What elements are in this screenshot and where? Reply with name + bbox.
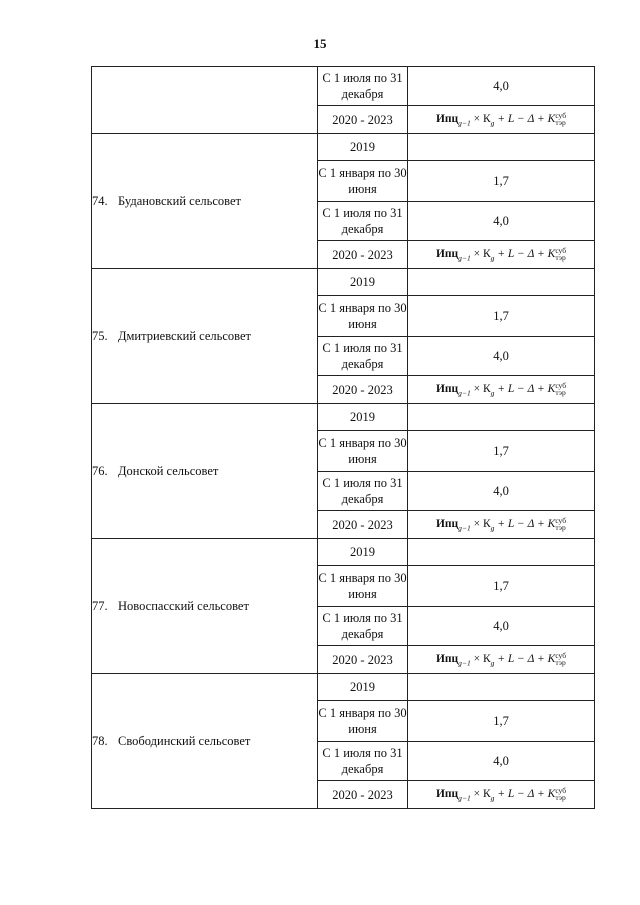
- value-cell: 1,7: [408, 161, 595, 202]
- entry-number: 77.: [92, 598, 108, 613]
- period-cell: С 1 июля по 31 декабря: [318, 67, 408, 106]
- value-cell: 4,0: [408, 742, 595, 781]
- entry-number: 76.: [92, 463, 108, 478]
- settlement-name: Дмитриевский сельсовет: [118, 328, 252, 343]
- page-number: 15: [313, 36, 327, 51]
- period-cell: 2020 - 2023: [318, 646, 408, 674]
- entry-number: 74.: [92, 193, 108, 208]
- settlement-name: Новоспасский сельсовет: [118, 598, 249, 613]
- period-cell: С 1 июля по 31 декабря: [318, 472, 408, 511]
- period-cell: 2020 - 2023: [318, 106, 408, 134]
- period-cell: 2020 - 2023: [318, 376, 408, 404]
- settlement-name: Свободинский сельсовет: [118, 733, 251, 748]
- value-cell: 4,0: [408, 337, 595, 376]
- period-cell: 2020 - 2023: [318, 511, 408, 539]
- entry-number: 75.: [92, 328, 108, 343]
- settlement-cell: [92, 539, 318, 674]
- value-cell: 1,7: [408, 701, 595, 742]
- period-cell: 2019: [318, 134, 408, 161]
- value-cell: 4,0: [408, 202, 595, 241]
- settlement-name: Будановский сельсовет: [118, 193, 241, 208]
- settlement-cell: [92, 134, 318, 269]
- value-cell: [408, 269, 595, 296]
- period-cell: С 1 июля по 31 декабря: [318, 742, 408, 781]
- table-row: [92, 404, 595, 431]
- value-cell: [408, 134, 595, 161]
- settlement-cell: [92, 674, 318, 809]
- period-cell: С 1 июля по 31 декабря: [318, 607, 408, 646]
- period-cell: С 1 июля по 31 декабря: [318, 202, 408, 241]
- period-cell: 2019: [318, 539, 408, 566]
- value-cell: 4,0: [408, 472, 595, 511]
- period-cell: С 1 июля по 31 декабря: [318, 337, 408, 376]
- period-cell: 2019: [318, 404, 408, 431]
- settlement-cell: [92, 404, 318, 539]
- period-cell: С 1 января по 30 июня: [318, 566, 408, 607]
- value-cell: 1,7: [408, 296, 595, 337]
- tariff-formula: $Ипц_{g-1} \times К_g + L - \Delta$ + Kсуб тэр: [435, 381, 567, 398]
- value-cell: 1,7: [408, 431, 595, 472]
- table-row: [92, 134, 595, 161]
- tariff-formula: $Ипц_{g-1} \times К_g + L - \Delta$ + Kсуб тэр: [435, 246, 567, 263]
- table-row: [92, 67, 595, 106]
- period-cell: 2020 - 2023: [318, 781, 408, 809]
- formula-cell: [408, 241, 595, 269]
- entry-number: 78.: [92, 733, 108, 748]
- formula-cell: [408, 781, 595, 809]
- table-row: [92, 269, 595, 296]
- formula-cell: [408, 511, 595, 539]
- table-row: [92, 539, 595, 566]
- tariff-formula: $Ипц_{g-1} \times К_g + L - \Delta$ + Kсуб тэр: [435, 786, 567, 803]
- value-cell: 1,7: [408, 566, 595, 607]
- period-cell: С 1 января по 30 июня: [318, 296, 408, 337]
- period-cell: 2020 - 2023: [318, 241, 408, 269]
- value-cell: [408, 674, 595, 701]
- value-cell: 4,0: [408, 67, 595, 106]
- formula-cell: [408, 646, 595, 674]
- formula-cell: [408, 376, 595, 404]
- period-cell: 2019: [318, 674, 408, 701]
- continuation-cell: [92, 67, 318, 134]
- period-cell: С 1 января по 30 июня: [318, 701, 408, 742]
- value-cell: 4,0: [408, 607, 595, 646]
- value-cell: [408, 404, 595, 431]
- period-cell: 2019: [318, 269, 408, 296]
- tariff-formula: $Ипц_{g-1} \times К_g + L - \Delta$ + Kсуб тэр: [435, 651, 567, 668]
- table-row: [92, 674, 595, 701]
- settlement-cell: [92, 269, 318, 404]
- tariff-table: [91, 66, 595, 809]
- period-cell: С 1 января по 30 июня: [318, 431, 408, 472]
- settlement-name: Донской сельсовет: [118, 463, 219, 478]
- period-cell: С 1 января по 30 июня: [318, 161, 408, 202]
- table-body: [92, 67, 595, 809]
- value-cell: [408, 539, 595, 566]
- tariff-formula: $Ипц_{g-1} \times К_g + L - \Delta$ + Kсуб тэр: [435, 516, 567, 533]
- tariff-formula: $Ипц_{g-1} \times К_g + L - \Delta$ + Kсуб тэр: [435, 111, 567, 128]
- formula-cell: [408, 106, 595, 134]
